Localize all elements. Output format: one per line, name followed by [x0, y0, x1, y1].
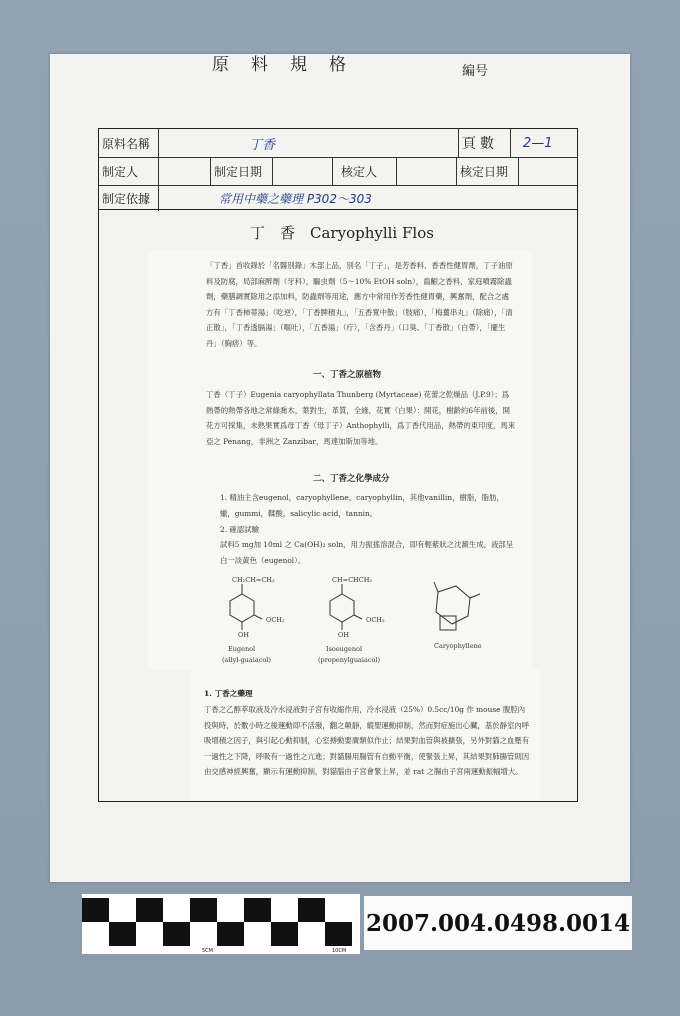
- label-pages: 頁數: [459, 129, 511, 157]
- isoeugenol-sub: OCH₃: [366, 616, 385, 624]
- isoeugenol-structure: [330, 584, 362, 630]
- document-title: 丁 香 Caryophylli Flos: [250, 224, 434, 242]
- eugenol-sub: OCH₃: [266, 616, 285, 624]
- eugenol-alt: (allyl-guaiacol): [222, 656, 271, 664]
- label-maker: 制定人: [99, 157, 159, 185]
- form-row-basis: [99, 185, 577, 211]
- label-make-date: 制定日期: [211, 157, 273, 185]
- checker-scale: [82, 894, 360, 954]
- label-basis: 制定依據: [99, 185, 159, 211]
- isoeugenol-alt: (propenylguaiacol): [318, 656, 381, 664]
- isoeugenol-group: CH=CHCH₃: [332, 576, 372, 584]
- form-row-maker: [99, 157, 577, 186]
- value-pages: 2—1: [523, 135, 553, 151]
- form-title: 原料規格: [212, 55, 368, 75]
- value-make-date: [273, 157, 333, 185]
- serial-label: 編号: [462, 64, 489, 79]
- eugenol-oh: OH: [238, 631, 249, 639]
- value-maker: [159, 157, 211, 185]
- intro-text: 「丁香」首收錄於「名醫別錄」木部上品，別名「丁子」，是芳香料、香香性健胃劑，丁子油原料及防腐，局部麻醉劑（牙科），驅虫劑（5～10% EtOH soln），齒齦之香料，家庭噴霧除蟲劑，藥膳調實除用之添加料，防蟲劑等用途，應方中常用作芳香性健胃藥，興奮劑，配合之處方有「丁香柿蒂湯」（吃逆），「丁香脾積丸」，「五香寬中散」（肢痛），「梅薑串丸」（除痛），「清正散」，「丁香透膈湯」（嘔吐），「五香湯」（疔），「含香丹」（口臭、「丁香散」（白帶），「擺生丹」（胸痞）等。: [206, 261, 513, 348]
- section2-title: 二、丁香之化學成分: [313, 474, 390, 484]
- label-checker: 核定人: [333, 157, 397, 185]
- value-check-date: [519, 157, 577, 185]
- value-basis: 常用中藥之藥理 P302～303: [219, 191, 372, 206]
- scale-card: [82, 894, 360, 954]
- value-material-name: 丁香: [159, 129, 459, 157]
- printed-clipping: [148, 250, 532, 670]
- section2-text2: 2. 確認試驗: [220, 525, 259, 534]
- scale-label-10: 10CM: [332, 948, 347, 954]
- section2-text3: 試料5 mg加 10ml 之 Ca(OH)₂ soln，用力振搖溶混合，即有輕紫狀之沈澱生成，液部呈白一淡黃色（eugenol）。: [220, 540, 514, 565]
- accession-number: 2007.004.0498.0014: [364, 896, 632, 950]
- label-material-name: 原料名稱: [99, 129, 159, 157]
- isoeugenol-name: Isoeugenol: [326, 645, 363, 653]
- section1-text: 丁香（丁子）Eugenia caryophyllata Thunberg (Myrtaceae) 花蕾之乾燥品（J.P.9）；爲熱帶的熱帶各地之常綠喬木，葉對生，革質，全緣，花實（白果）：開花，樹齡約6年前後，開花方可採集，未熟果實爲母丁香（母丁子）Anthophylli，爲丁香代用品，熱帶的東印度，馬來亞之 Penang，非洲之 Zanzibar，馬達加斯加等地。: [206, 390, 516, 446]
- scale-label-0: 0CM: [84, 948, 95, 954]
- value-checker: [397, 157, 457, 185]
- caryophyllene-name: Caryophyllene: [434, 642, 482, 650]
- section3-text: 丁香之乙醇萃取液及冷水浸液對子宮有收縮作用，冷水浸液（25%）0.5cc/10g 作 mouse 腹腔內投與時，於數小時之後運動即不活潑，翻之顛靜，縱聖運動抑制，然而對症施出心臟，基於靜室內呼吸增積之因子，與引起心動抑制，心室搏動要廣類似作止；結果對血管與被擴張，另外對貓之血壓有一過性之下降，呼吸有一過性之亢進；對貓腸用腸管有自動平衡，使緊張上昇，其結果對肺腸管則因由交感神經興奮，顯示有運動抑制，對貓腦由子宮會緊上昇，並 rat 之腸由子宮兩運動振幅增大。: [204, 705, 530, 776]
- spec-form-table: [98, 128, 578, 210]
- scale-label-5: 5CM: [202, 948, 213, 954]
- eugenol-group: CH₂CH=CH₂: [232, 576, 275, 584]
- isoeugenol-oh: OH: [338, 631, 349, 639]
- caryophyllene-structure: [434, 582, 480, 630]
- label-check-date: 核定日期: [457, 157, 519, 185]
- section3-subtitle: 1. 丁香之藥理: [204, 689, 253, 698]
- eugenol-name: Eugenol: [228, 645, 256, 653]
- form-row-name: [99, 129, 577, 158]
- printed-clipping-2: [190, 670, 540, 800]
- section1-title: 一、丁香之原植物: [313, 370, 382, 380]
- eugenol-structure: [230, 584, 262, 630]
- section2-text1: 1. 精油主含eugenol，caryophyllene，caryophyllin，其他vanillin，樹脂，脂肪，蠟，gummi，鞣酸，salicylic acid，tannin。: [220, 493, 504, 518]
